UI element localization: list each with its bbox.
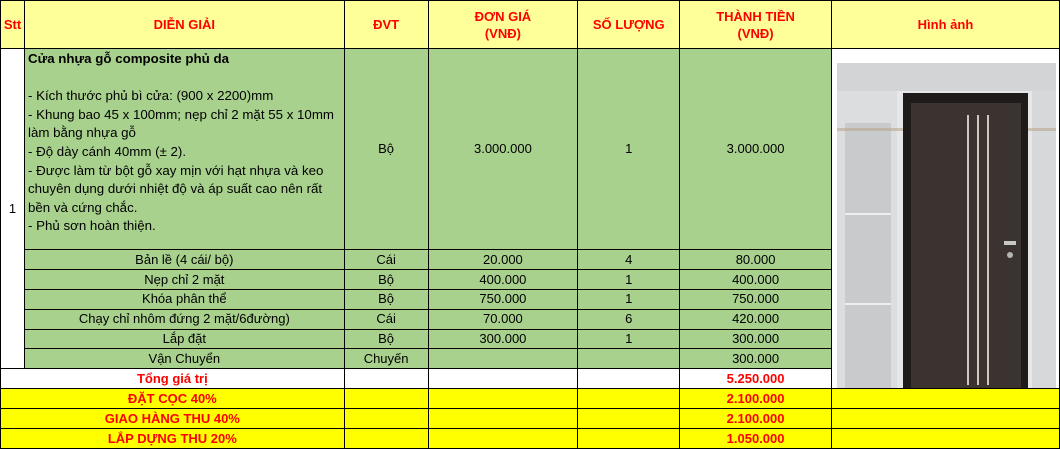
main-item-total: 3.000.000 bbox=[680, 49, 832, 250]
summary-empty bbox=[428, 369, 578, 389]
header-total-line2: (VNĐ) bbox=[737, 25, 774, 41]
item-quantity: 1 bbox=[578, 329, 680, 349]
summary-empty bbox=[344, 409, 428, 429]
main-item-detail: - Phủ sơn hoàn thiện. bbox=[27, 218, 156, 234]
summary-empty bbox=[428, 409, 578, 429]
item-unit: Cái bbox=[344, 309, 428, 329]
product-image-cell bbox=[831, 49, 1059, 389]
item-unit: Cái bbox=[344, 250, 428, 270]
summary-empty bbox=[578, 409, 680, 429]
item-name: Lắp đặt bbox=[24, 329, 344, 349]
main-item-row bbox=[1, 49, 1060, 250]
summary-row-installation bbox=[1, 429, 1060, 449]
item-unit-price: 70.000 bbox=[428, 309, 578, 329]
item-total: 300.000 bbox=[680, 329, 832, 349]
item-quantity bbox=[578, 349, 680, 369]
header-unit-price bbox=[428, 1, 578, 49]
item-quantity: 1 bbox=[578, 270, 680, 290]
header-unit-price-line2: (VNĐ) bbox=[484, 25, 521, 41]
item-quantity: 6 bbox=[578, 309, 680, 329]
summary-empty bbox=[831, 409, 1059, 429]
summary-empty bbox=[344, 429, 428, 449]
item-quantity: 1 bbox=[578, 289, 680, 309]
item-name: Chạy chỉ nhôm đứng 2 mặt/6đường) bbox=[24, 309, 344, 329]
item-unit: Chuyến bbox=[344, 349, 428, 369]
summary-empty bbox=[578, 369, 680, 389]
header-unit: ĐVT bbox=[344, 1, 428, 49]
header-stt: Stt bbox=[1, 1, 25, 49]
main-item-detail: - Được làm từ bột gỗ xay mịn với hạt nhựa và keo chuyên dụng dưới nhiệt độ và áp suất cao nên rất bền và cứng chắc. bbox=[27, 162, 324, 215]
summary-label: LẮP DỰNG THU 20% bbox=[1, 429, 345, 449]
main-item-detail: - Khung bao 45 x 100mm; nẹp chỉ 2 mặt 55 x 10mm làm bằng nhựa gỗ bbox=[27, 106, 334, 141]
header-unit-price-line1: ĐƠN GIÁ bbox=[474, 8, 532, 24]
item-unit-price bbox=[428, 349, 578, 369]
header-image: Hình ảnh bbox=[831, 1, 1059, 49]
main-item-detail: - Độ dày cánh 40mm (± 2). bbox=[27, 143, 187, 159]
item-unit-price: 750.000 bbox=[428, 289, 578, 309]
summary-row-deposit bbox=[1, 389, 1060, 409]
header-row bbox=[1, 1, 1060, 49]
header-quantity: SỐ LƯỢNG bbox=[578, 1, 680, 49]
summary-empty bbox=[831, 389, 1059, 409]
item-name: Bản lề (4 cái/ bộ) bbox=[24, 250, 344, 270]
summary-empty bbox=[578, 429, 680, 449]
main-item-unit-price: 3.000.000 bbox=[428, 49, 578, 250]
item-unit: Bộ bbox=[344, 329, 428, 349]
summary-value: 5.250.000 bbox=[680, 369, 832, 389]
main-item-description bbox=[24, 49, 344, 250]
summary-row-delivery bbox=[1, 409, 1060, 429]
item-name: Vận Chuyển bbox=[24, 349, 344, 369]
door-photo-icon bbox=[837, 63, 1056, 388]
item-total: 80.000 bbox=[680, 250, 832, 270]
summary-empty bbox=[831, 429, 1059, 449]
header-total bbox=[680, 1, 832, 49]
item-unit-price: 20.000 bbox=[428, 250, 578, 270]
summary-empty bbox=[344, 389, 428, 409]
item-unit-price: 400.000 bbox=[428, 270, 578, 290]
summary-empty bbox=[344, 369, 428, 389]
item-name: Nẹp chỉ 2 mặt bbox=[24, 270, 344, 290]
summary-label: ĐẶT CỌC 40% bbox=[1, 389, 345, 409]
item-unit-price: 300.000 bbox=[428, 329, 578, 349]
summary-label: Tổng giá trị bbox=[1, 369, 345, 389]
summary-empty bbox=[428, 429, 578, 449]
item-total: 400.000 bbox=[680, 270, 832, 290]
main-item-quantity: 1 bbox=[578, 49, 680, 250]
item-quantity: 4 bbox=[578, 250, 680, 270]
main-item-stt: 1 bbox=[1, 49, 25, 369]
item-unit: Bộ bbox=[344, 270, 428, 290]
item-unit: Bộ bbox=[344, 289, 428, 309]
main-item-title: Cửa nhựa gỗ composite phủ da bbox=[27, 51, 229, 66]
main-item-detail: - Kích thước phủ bì cửa: (900 x 2200)mm bbox=[27, 88, 274, 104]
summary-label: GIAO HÀNG THU 40% bbox=[1, 409, 345, 429]
item-total: 300.000 bbox=[680, 349, 832, 369]
summary-empty bbox=[428, 389, 578, 409]
summary-value: 2.100.000 bbox=[680, 389, 832, 409]
header-description: DIỄN GIẢI bbox=[24, 1, 344, 49]
item-name: Khóa phân thể bbox=[24, 289, 344, 309]
item-total: 750.000 bbox=[680, 289, 832, 309]
summary-value: 2.100.000 bbox=[680, 409, 832, 429]
item-total: 420.000 bbox=[680, 309, 832, 329]
main-item-unit: Bộ bbox=[344, 49, 428, 250]
summary-value: 1.050.000 bbox=[680, 429, 832, 449]
summary-empty bbox=[578, 389, 680, 409]
header-total-line1: THÀNH TIỀN bbox=[716, 8, 795, 24]
